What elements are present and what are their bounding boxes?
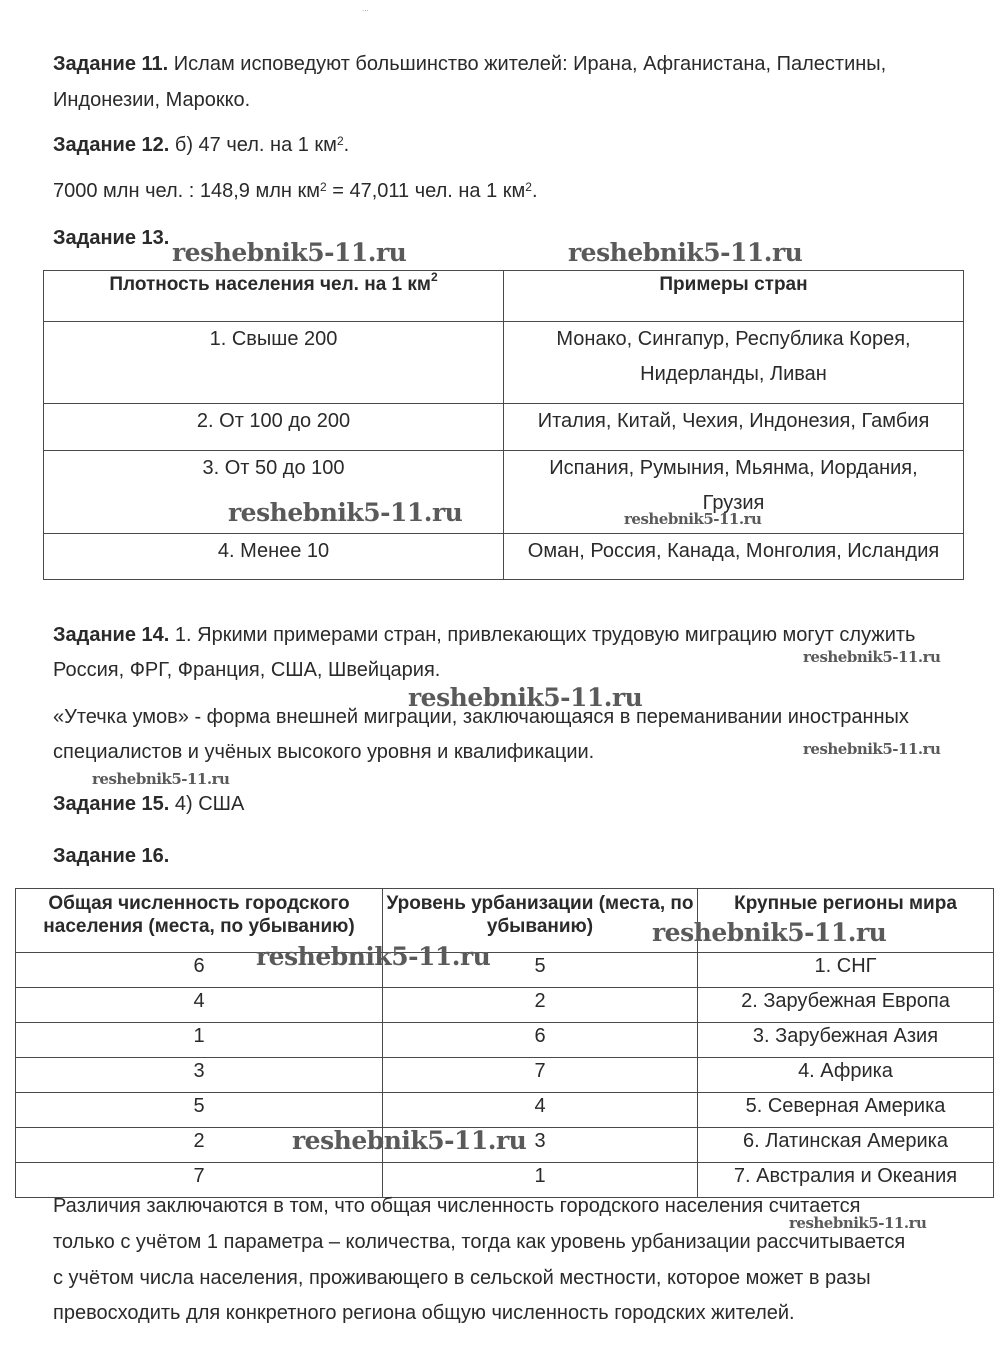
region-cell: 6. Латинская Америка	[698, 1128, 994, 1163]
task16-text1: Различия заключаются в том, что общая численность городского населения считается	[53, 1195, 861, 1217]
density-header-sup: 2	[430, 270, 438, 284]
task12-tail: .	[343, 134, 350, 156]
level-cell: 6	[383, 1023, 698, 1058]
calc-part-a: 7000 млн чел. : 148,9 млн км	[53, 180, 320, 202]
watermark: reshebnik5-11.ru	[172, 238, 407, 267]
total-cell: 2	[16, 1128, 383, 1163]
total-cell: 6	[16, 953, 383, 988]
watermark: reshebnik5-11.ru	[803, 648, 941, 666]
task16-text4: превосходить для конкретного региона общую численность городских жителей.	[53, 1302, 795, 1324]
total-cell: 7	[16, 1163, 383, 1198]
total-cell: 5	[16, 1093, 383, 1128]
region-cell: 4. Африка	[698, 1058, 994, 1093]
region-cell: 3. Зарубежная Азия	[698, 1023, 994, 1058]
level-cell: 7	[383, 1058, 698, 1093]
examples-header: Примеры стран	[504, 271, 964, 322]
task14-line2: Россия, ФРГ, Франция, США, Швейцария.	[53, 659, 441, 681]
watermark: reshebnik5-11.ru	[789, 1214, 927, 1232]
level-cell: 1	[383, 1163, 698, 1198]
watermark: reshebnik5-11.ru	[652, 918, 887, 947]
watermark: reshebnik5-11.ru	[92, 770, 230, 788]
countries-cell: Испания, Румыния, Мьянма, Иордания, Грузия	[504, 451, 964, 534]
table-row	[16, 1163, 994, 1198]
level-cell: 5	[383, 953, 698, 988]
table-row	[16, 1093, 994, 1128]
calc-tail: .	[531, 180, 538, 202]
watermark: reshebnik5-11.ru	[292, 1126, 527, 1155]
level-cell: 4	[383, 1093, 698, 1128]
task16-text2: только с учётом 1 параметра – количества, тогда как уровень урбанизации рассчитывается	[53, 1231, 906, 1253]
calc-part-b: = 47,011 чел. на 1 км	[326, 180, 526, 202]
density-cell: 2. От 100 до 200	[44, 404, 504, 451]
table-row	[44, 534, 964, 580]
task11-label: Задание 11.	[53, 53, 169, 75]
task12-line	[53, 133, 349, 157]
total-cell: 4	[16, 988, 383, 1023]
calc-sup1: 2	[319, 180, 327, 194]
table-row	[16, 988, 994, 1023]
task14-label: Задание 14.	[53, 624, 170, 646]
watermark: reshebnik5-11.ru	[803, 740, 941, 758]
task14-line1	[53, 623, 915, 647]
total-cell: 1	[16, 1023, 383, 1058]
density-header: Плотность населения чел. на 1 $км^2$	[44, 271, 504, 322]
regions-header: Крупные регионы мира	[698, 889, 994, 953]
task15-line	[53, 792, 244, 816]
table-row	[44, 451, 964, 534]
task12-sup: 2	[336, 134, 344, 148]
level-cell: 2	[383, 988, 698, 1023]
task11-text1: Ислам исповедуют большинство жителей: Ирана, Афганистана, Палестины,	[168, 53, 887, 75]
density-table-header	[44, 271, 964, 322]
calc-sup2: 2	[525, 180, 532, 194]
density-cell: 3. От 50 до 100	[44, 451, 504, 534]
density-cell: 1. Свыше 200	[44, 322, 504, 404]
table-row	[16, 953, 994, 988]
watermark: reshebnik5-11.ru	[408, 683, 643, 712]
table-row	[16, 1058, 994, 1093]
header-mark: ...	[362, 4, 369, 13]
region-cell: 2. Зарубежная Европа	[698, 988, 994, 1023]
countries-cell: Италия, Китай, Чехия, Индонезия, Гамбия	[504, 404, 964, 451]
countries-cell: Оман, Россия, Канада, Монголия, Исландия	[504, 534, 964, 580]
density-cell: 4. Менее 10	[44, 534, 504, 580]
watermark: reshebnik5-11.ru	[568, 238, 803, 267]
watermark: reshebnik5-11.ru	[624, 510, 762, 528]
task14-line3: «Утечка умов» - форма внешней миграции, заключающаяся в переманивании иностранных	[53, 706, 909, 728]
region-cell: 5. Северная Америка	[698, 1093, 994, 1128]
task13-label: Задание 13.	[53, 227, 170, 249]
task12-label: Задание 12.	[53, 134, 170, 156]
total-cell: 3	[16, 1058, 383, 1093]
level-header: Уровень урбанизации (места, по убыванию)	[383, 889, 698, 953]
region-cell: 7. Австралия и Океания	[698, 1163, 994, 1198]
task16-label: Задание 16.	[53, 845, 170, 867]
task12-answer: б) 47 чел. на 1 км	[169, 134, 337, 156]
level-cell: 3	[383, 1128, 698, 1163]
watermark: reshebnik5-11.ru	[256, 942, 491, 971]
task14-line4: специалистов и учёных высокого уровня и квалификации.	[53, 741, 595, 763]
task11-line2: Индонезии, Марокко.	[53, 89, 251, 111]
task14-text1: 1. Яркими примерами стран, привлекающих трудовую миграцию могут служить	[169, 624, 916, 646]
density-table	[43, 270, 964, 580]
countries-cell: Монако, Сингапур, Республика Корея, Нидерланды, Ливан	[504, 322, 964, 404]
watermark: reshebnik5-11.ru	[228, 498, 463, 527]
task15-label: Задание 15.	[53, 793, 170, 815]
task16-text3: с учётом числа населения, проживающего в сельской местности, которое может в разы	[53, 1267, 871, 1289]
total-header: Общая численность городского населения (места, по убыванию)	[16, 889, 383, 953]
table-row	[16, 1023, 994, 1058]
task15-answer: 4) США	[169, 793, 245, 815]
task12-calc	[53, 179, 538, 203]
table-row	[44, 404, 964, 451]
task11-line1	[53, 52, 886, 76]
region-cell: 1. СНГ	[698, 953, 994, 988]
table-row	[44, 322, 964, 404]
